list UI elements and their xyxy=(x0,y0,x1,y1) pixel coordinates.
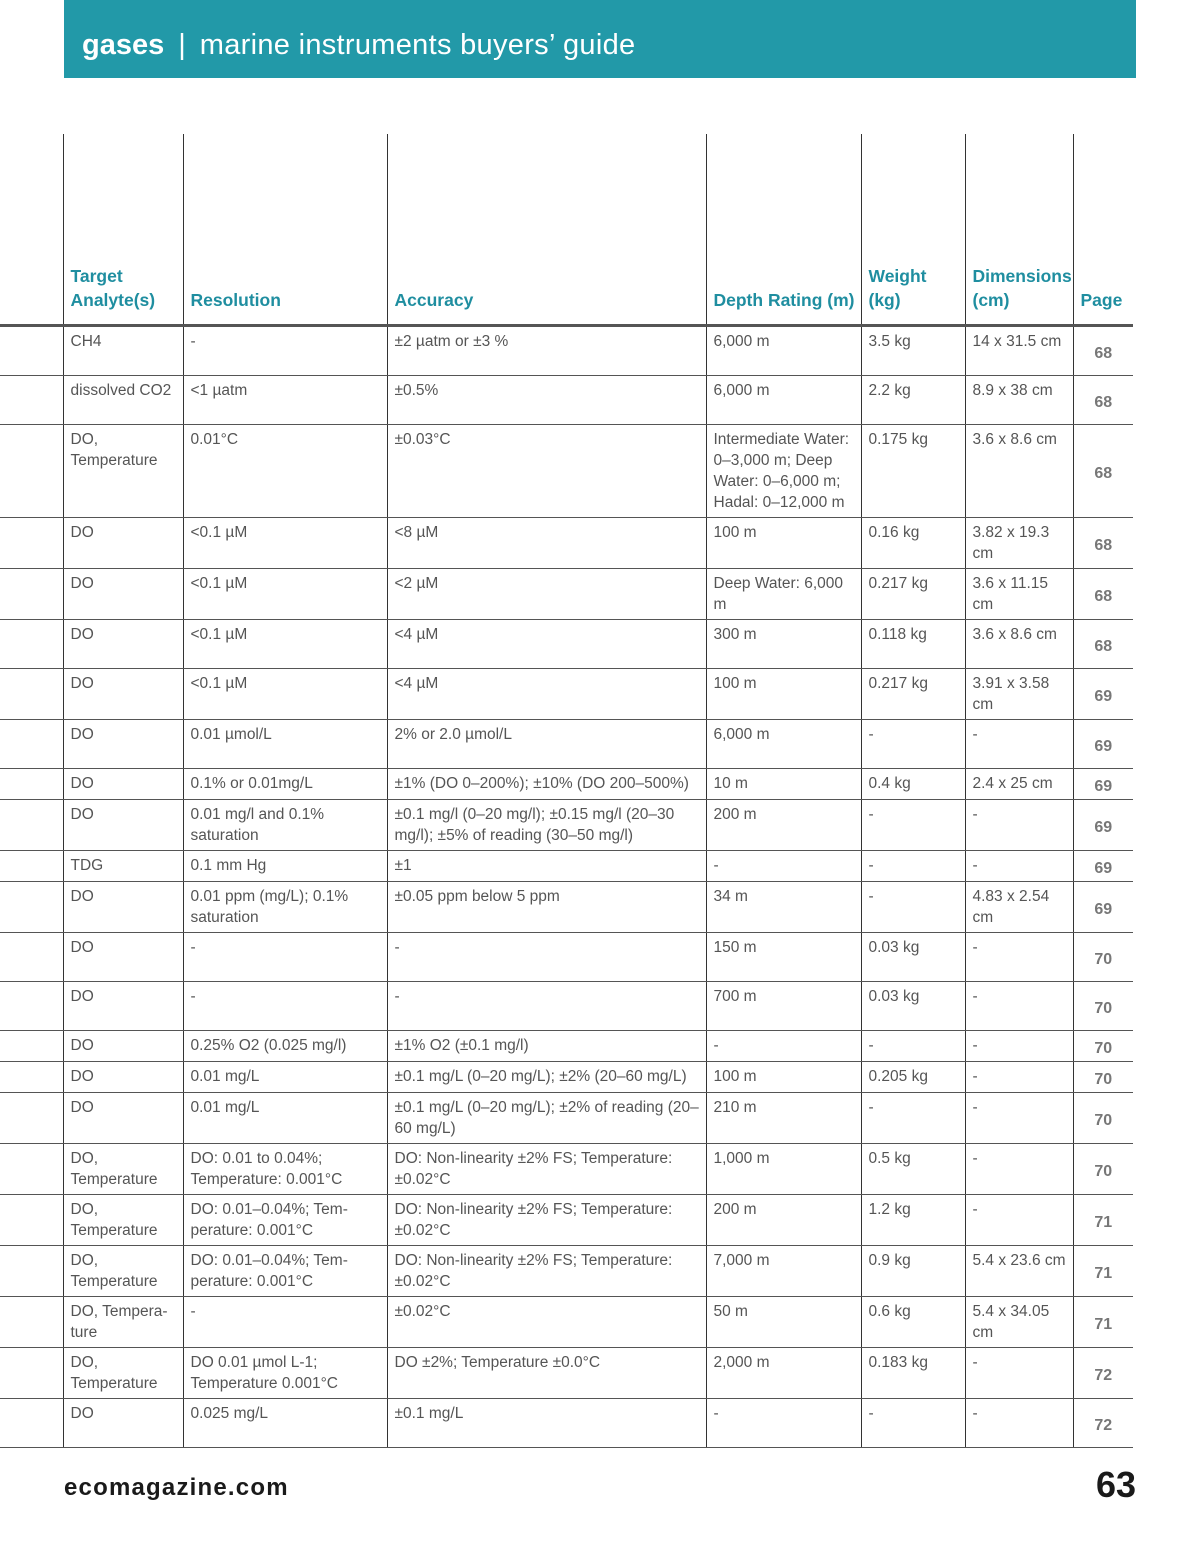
cell-target-analytes: DO, Tempera-ture xyxy=(63,1297,183,1348)
cell-weight: 0.16 kg xyxy=(861,518,965,569)
cell-blank xyxy=(0,851,63,882)
cell-depth-rating: 100 m xyxy=(706,669,861,720)
cell-page: 70 xyxy=(1073,1093,1133,1144)
cell-resolution: <0.1 µM xyxy=(183,620,387,669)
cell-blank xyxy=(0,1399,63,1448)
cell-page: 68 xyxy=(1073,518,1133,569)
cell-dimensions: 8.9 x 38 cm xyxy=(965,376,1073,425)
footer-site[interactable]: ecomagazine.com xyxy=(64,1474,289,1501)
table-row xyxy=(0,1195,1133,1246)
cell-blank xyxy=(0,620,63,669)
cell-accuracy: <2 µM xyxy=(387,569,706,620)
cell-accuracy: DO: Non-linearity ±2% FS; Temperature: ±0.02°C xyxy=(387,1195,706,1246)
cell-blank xyxy=(0,1062,63,1093)
header-col-blank xyxy=(0,134,63,326)
cell-accuracy: 2% or 2.0 µmol/L xyxy=(387,720,706,769)
cell-dimensions: 3.6 x 8.6 cm xyxy=(965,425,1073,518)
cell-dimensions: - xyxy=(965,800,1073,851)
table-row xyxy=(0,1031,1133,1062)
cell-weight: 0.03 kg xyxy=(861,933,965,982)
cell-resolution: - xyxy=(183,1297,387,1348)
cell-weight: 1.2 kg xyxy=(861,1195,965,1246)
footer-page-number: 63 xyxy=(1095,1464,1136,1505)
cell-resolution: 0.025 mg/L xyxy=(183,1399,387,1448)
cell-accuracy: ±0.02°C xyxy=(387,1297,706,1348)
cell-depth-rating: 100 m xyxy=(706,1062,861,1093)
cell-page: 69 xyxy=(1073,720,1133,769)
cell-depth-rating: 7,000 m xyxy=(706,1246,861,1297)
table-row xyxy=(0,376,1133,425)
cell-dimensions: 3.91 x 3.58 cm xyxy=(965,669,1073,720)
cell-resolution: 0.01 mg/L xyxy=(183,1093,387,1144)
cell-blank xyxy=(0,800,63,851)
cell-dimensions: 3.6 x 11.15 cm xyxy=(965,569,1073,620)
cell-accuracy: ±0.1 mg/l (0–20 mg/l); ±0.15 mg/l (20–30 mg/l); ±5% of reading (30–50 mg/l) xyxy=(387,800,706,851)
cell-page: 69 xyxy=(1073,669,1133,720)
cell-weight: - xyxy=(861,800,965,851)
table-row xyxy=(0,800,1133,851)
cell-page: 71 xyxy=(1073,1195,1133,1246)
cell-target-analytes: DO xyxy=(63,982,183,1031)
cell-resolution: DO: 0.01–0.04%; Tem-perature: 0.001°C xyxy=(183,1195,387,1246)
cell-accuracy: - xyxy=(387,982,706,1031)
cell-depth-rating: 34 m xyxy=(706,882,861,933)
cell-target-analytes: DO, Temperature xyxy=(63,1348,183,1399)
cell-depth-rating: - xyxy=(706,851,861,882)
cell-dimensions: - xyxy=(965,1093,1073,1144)
cell-dimensions: 5.4 x 23.6 cm xyxy=(965,1246,1073,1297)
cell-depth-rating: Deep Water: 6,000 m xyxy=(706,569,861,620)
table-row xyxy=(0,1348,1133,1399)
cell-weight: 3.5 kg xyxy=(861,326,965,376)
table-row xyxy=(0,1246,1133,1297)
cell-weight: 0.205 kg xyxy=(861,1062,965,1093)
guide-title: marine instruments buyers’ guide xyxy=(199,28,636,61)
cell-page: 69 xyxy=(1073,800,1133,851)
cell-target-analytes: TDG xyxy=(63,851,183,882)
cell-page: 68 xyxy=(1073,376,1133,425)
cell-depth-rating: 10 m xyxy=(706,769,861,800)
cell-depth-rating: 200 m xyxy=(706,800,861,851)
cell-target-analytes: DO xyxy=(63,1093,183,1144)
cell-accuracy: ±0.1 mg/L (0–20 mg/L); ±2% of reading (20–60 mg/L) xyxy=(387,1093,706,1144)
cell-target-analytes: DO, Temperature xyxy=(63,425,183,518)
cell-dimensions: 5.4 x 34.05 cm xyxy=(965,1297,1073,1348)
cell-weight: 0.4 kg xyxy=(861,769,965,800)
cell-target-analytes: DO, Temperature xyxy=(63,1195,183,1246)
cell-dimensions: - xyxy=(965,720,1073,769)
cell-depth-rating: 210 m xyxy=(706,1093,861,1144)
cell-resolution: <1 µatm xyxy=(183,376,387,425)
cell-resolution: - xyxy=(183,326,387,376)
cell-target-analytes: DO xyxy=(63,1399,183,1448)
cell-accuracy: ±0.5% xyxy=(387,376,706,425)
cell-target-analytes: DO, Temperature xyxy=(63,1144,183,1195)
cell-blank xyxy=(0,933,63,982)
cell-dimensions: 14 x 31.5 cm xyxy=(965,326,1073,376)
cell-resolution: <0.1 µM xyxy=(183,569,387,620)
header-col-page: Page xyxy=(1073,134,1133,326)
cell-page: 71 xyxy=(1073,1297,1133,1348)
cell-blank xyxy=(0,1246,63,1297)
cell-page: 69 xyxy=(1073,769,1133,800)
cell-accuracy: <4 µM xyxy=(387,669,706,720)
cell-weight: 0.217 kg xyxy=(861,669,965,720)
cell-depth-rating: 300 m xyxy=(706,620,861,669)
cell-page: 68 xyxy=(1073,620,1133,669)
cell-depth-rating: - xyxy=(706,1399,861,1448)
cell-blank xyxy=(0,982,63,1031)
cell-page: 68 xyxy=(1073,569,1133,620)
cell-blank xyxy=(0,1348,63,1399)
cell-target-analytes: DO xyxy=(63,882,183,933)
cell-target-analytes: DO xyxy=(63,800,183,851)
cell-weight: 0.217 kg xyxy=(861,569,965,620)
cell-weight: - xyxy=(861,720,965,769)
table-row xyxy=(0,425,1133,518)
cell-weight: 0.118 kg xyxy=(861,620,965,669)
cell-resolution: 0.01 µmol/L xyxy=(183,720,387,769)
cell-blank xyxy=(0,769,63,800)
cell-depth-rating: 700 m xyxy=(706,982,861,1031)
cell-page: 70 xyxy=(1073,1062,1133,1093)
cell-target-analytes: DO xyxy=(63,1062,183,1093)
cell-accuracy: DO: Non-linearity ±2% FS; Temperature: ±0.02°C xyxy=(387,1144,706,1195)
cell-dimensions: - xyxy=(965,1348,1073,1399)
table-row xyxy=(0,769,1133,800)
cell-depth-rating: 100 m xyxy=(706,518,861,569)
cell-dimensions: - xyxy=(965,1031,1073,1062)
cell-resolution: DO: 0.01 to 0.04%; Temperature: 0.001°C xyxy=(183,1144,387,1195)
cell-resolution: 0.01 ppm (mg/L); 0.1% saturation xyxy=(183,882,387,933)
cell-dimensions: 3.6 x 8.6 cm xyxy=(965,620,1073,669)
cell-depth-rating: 150 m xyxy=(706,933,861,982)
table-row xyxy=(0,882,1133,933)
cell-blank xyxy=(0,425,63,518)
specs-table xyxy=(0,134,1133,1448)
cell-dimensions: 2.4 x 25 cm xyxy=(965,769,1073,800)
cell-accuracy: ±0.1 mg/L xyxy=(387,1399,706,1448)
table-row xyxy=(0,933,1133,982)
cell-depth-rating: 50 m xyxy=(706,1297,861,1348)
cell-page: 70 xyxy=(1073,1144,1133,1195)
cell-depth-rating: Intermediate Water: 0–3,000 m; Deep Water: 0–6,000 m; Hadal: 0–12,000 m xyxy=(706,425,861,518)
cell-target-analytes: DO xyxy=(63,569,183,620)
cell-dimensions: - xyxy=(965,1144,1073,1195)
cell-page: 69 xyxy=(1073,882,1133,933)
header-col-resolution: Resolution xyxy=(183,134,387,326)
cell-accuracy: DO ±2%; Temperature ±0.0°C xyxy=(387,1348,706,1399)
cell-resolution: DO 0.01 µmol L-1; Temperature 0.001°C xyxy=(183,1348,387,1399)
header-banner xyxy=(64,0,1136,78)
cell-dimensions: 3.82 x 19.3 cm xyxy=(965,518,1073,569)
cell-accuracy: ±0.03°C xyxy=(387,425,706,518)
cell-resolution: <0.1 µM xyxy=(183,518,387,569)
header-col-dimensions: Dimensions (cm) xyxy=(965,134,1073,326)
cell-weight: 0.5 kg xyxy=(861,1144,965,1195)
cell-depth-rating: - xyxy=(706,1031,861,1062)
table-row xyxy=(0,851,1133,882)
cell-page: 71 xyxy=(1073,1246,1133,1297)
cell-dimensions: - xyxy=(965,982,1073,1031)
table-row xyxy=(0,1093,1133,1144)
cell-accuracy: ±1% (DO 0–200%); ±10% (DO 200–500%) xyxy=(387,769,706,800)
cell-resolution: - xyxy=(183,933,387,982)
cell-depth-rating: 2,000 m xyxy=(706,1348,861,1399)
cell-weight: 0.03 kg xyxy=(861,982,965,1031)
cell-accuracy: ±2 µatm or ±3 % xyxy=(387,326,706,376)
cell-resolution: 0.01°C xyxy=(183,425,387,518)
cell-page: 70 xyxy=(1073,982,1133,1031)
table-row xyxy=(0,1297,1133,1348)
table-row xyxy=(0,620,1133,669)
table-row xyxy=(0,982,1133,1031)
cell-depth-rating: 6,000 m xyxy=(706,326,861,376)
cell-weight: - xyxy=(861,882,965,933)
cell-target-analytes: CH4 xyxy=(63,326,183,376)
cell-weight: 0.175 kg xyxy=(861,425,965,518)
cell-depth-rating: 6,000 m xyxy=(706,720,861,769)
cell-dimensions: 4.83 x 2.54 cm xyxy=(965,882,1073,933)
cell-blank xyxy=(0,569,63,620)
cell-accuracy: ±1 xyxy=(387,851,706,882)
cell-blank xyxy=(0,720,63,769)
cell-dimensions: - xyxy=(965,1062,1073,1093)
cell-weight: 0.6 kg xyxy=(861,1297,965,1348)
cell-target-analytes: DO xyxy=(63,933,183,982)
header-separator: | xyxy=(178,28,186,61)
cell-weight: 2.2 kg xyxy=(861,376,965,425)
header-col-weight: Weight (kg) xyxy=(861,134,965,326)
cell-resolution: 0.01 mg/L xyxy=(183,1062,387,1093)
cell-page: 68 xyxy=(1073,425,1133,518)
cell-accuracy: <8 µM xyxy=(387,518,706,569)
cell-page: 72 xyxy=(1073,1399,1133,1448)
table-row xyxy=(0,1062,1133,1093)
cell-page: 68 xyxy=(1073,326,1133,376)
cell-accuracy: ±1% O2 (±0.1 mg/l) xyxy=(387,1031,706,1062)
cell-dimensions: - xyxy=(965,933,1073,982)
cell-blank xyxy=(0,376,63,425)
cell-target-analytes: DO xyxy=(63,1031,183,1062)
cell-target-analytes: DO xyxy=(63,518,183,569)
header-col-target-analytes: Target Analyte(s) xyxy=(63,134,183,326)
cell-blank xyxy=(0,518,63,569)
cell-depth-rating: 6,000 m xyxy=(706,376,861,425)
cell-blank xyxy=(0,1031,63,1062)
header-col-depth-rating: Depth Rating (m) xyxy=(706,134,861,326)
cell-resolution: <0.1 µM xyxy=(183,669,387,720)
cell-accuracy: <4 µM xyxy=(387,620,706,669)
header-col-accuracy: Accuracy xyxy=(387,134,706,326)
cell-page: 70 xyxy=(1073,933,1133,982)
table-row xyxy=(0,326,1133,376)
cell-resolution: 0.25% O2 (0.025 mg/l) xyxy=(183,1031,387,1062)
cell-resolution: DO: 0.01–0.04%; Tem-perature: 0.001°C xyxy=(183,1246,387,1297)
cell-blank xyxy=(0,1093,63,1144)
cell-page: 72 xyxy=(1073,1348,1133,1399)
cell-weight: - xyxy=(861,1399,965,1448)
table-row xyxy=(0,720,1133,769)
cell-accuracy: - xyxy=(387,933,706,982)
cell-accuracy: ±0.1 mg/L (0–20 mg/L); ±2% (20–60 mg/L) xyxy=(387,1062,706,1093)
cell-target-analytes: DO xyxy=(63,769,183,800)
table-body xyxy=(0,326,1133,1448)
cell-weight: - xyxy=(861,1093,965,1144)
cell-page: 69 xyxy=(1073,851,1133,882)
cell-blank xyxy=(0,882,63,933)
cell-weight: - xyxy=(861,1031,965,1062)
cell-target-analytes: DO xyxy=(63,620,183,669)
cell-dimensions: - xyxy=(965,851,1073,882)
cell-blank xyxy=(0,1297,63,1348)
section-label: gases xyxy=(82,28,165,61)
cell-dimensions: - xyxy=(965,1195,1073,1246)
cell-resolution: 0.01 mg/l and 0.1% saturation xyxy=(183,800,387,851)
table-row xyxy=(0,669,1133,720)
cell-weight: - xyxy=(861,851,965,882)
cell-resolution: 0.1% or 0.01mg/L xyxy=(183,769,387,800)
cell-weight: 0.183 kg xyxy=(861,1348,965,1399)
cell-blank xyxy=(0,669,63,720)
cell-depth-rating: 200 m xyxy=(706,1195,861,1246)
cell-target-analytes: DO, Temperature xyxy=(63,1246,183,1297)
cell-page: 70 xyxy=(1073,1031,1133,1062)
table-row xyxy=(0,518,1133,569)
cell-accuracy: ±0.05 ppm below 5 ppm xyxy=(387,882,706,933)
cell-depth-rating: 1,000 m xyxy=(706,1144,861,1195)
cell-accuracy: DO: Non-linearity ±2% FS; Temperature: ±0.02°C xyxy=(387,1246,706,1297)
cell-blank xyxy=(0,1144,63,1195)
cell-blank xyxy=(0,326,63,376)
cell-target-analytes: dissolved CO2 xyxy=(63,376,183,425)
cell-resolution: - xyxy=(183,982,387,1031)
table-header-row xyxy=(0,134,1133,326)
cell-weight: 0.9 kg xyxy=(861,1246,965,1297)
table-row xyxy=(0,1399,1133,1448)
table-row xyxy=(0,569,1133,620)
table-row xyxy=(0,1144,1133,1195)
cell-blank xyxy=(0,1195,63,1246)
cell-target-analytes: DO xyxy=(63,720,183,769)
cell-dimensions: - xyxy=(965,1399,1073,1448)
cell-resolution: 0.1 mm Hg xyxy=(183,851,387,882)
cell-target-analytes: DO xyxy=(63,669,183,720)
